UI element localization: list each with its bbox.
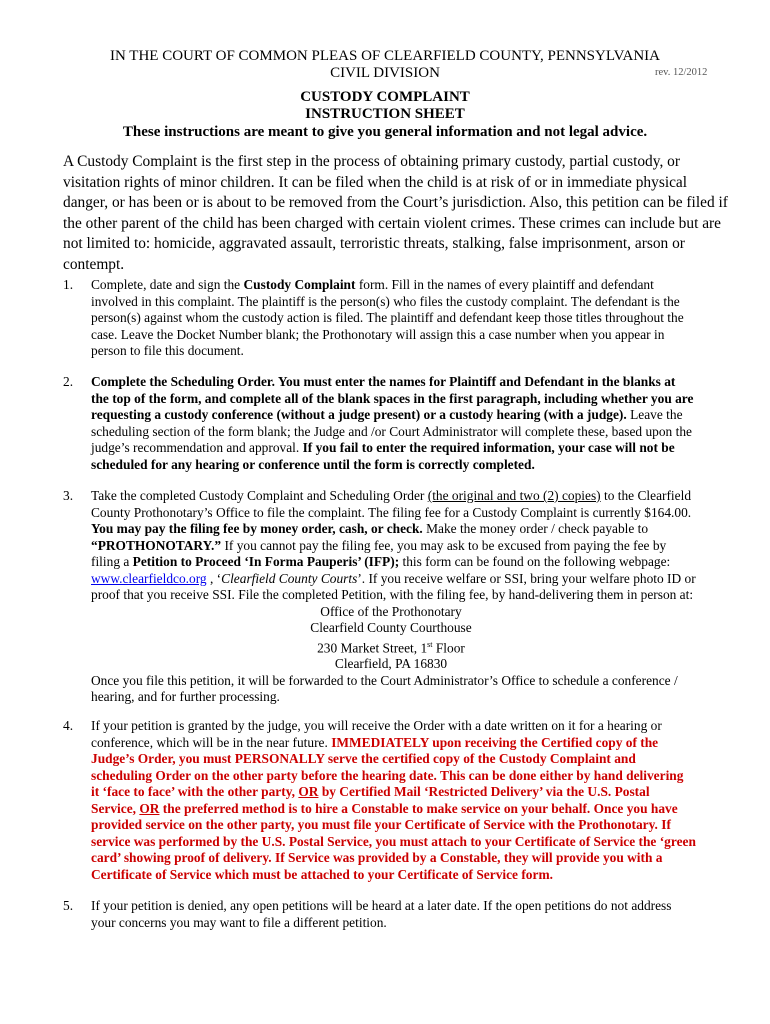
text-run: by Certified Mail ‘Restricted Delivery’ via the U.S. Postal [318, 784, 650, 799]
item-line [91, 343, 731, 360]
text-run: 230 Market Street, 1 [317, 639, 428, 655]
intro-line: contempt. [63, 255, 125, 273]
text-run: scheduling Order on the other party before the hearing date. This can be done either by hand delivering [91, 767, 684, 783]
text-run: Petition to Proceed ‘In Forma Pauperis’ (IFP); [132, 554, 400, 569]
text-run: “PROTHONOTARY.” [91, 537, 222, 553]
text-run: st [427, 639, 433, 649]
text-run: involved in this complaint. The plaintiff is the person(s) who files the custody complaint. The defendant is the [91, 293, 680, 309]
text-run: conference, which will be in the near future. [91, 734, 332, 750]
item-line [91, 735, 731, 752]
intro-line: visitation rights of minor children. It can be filed when the child is at risk of or in immediate physical [63, 173, 688, 191]
text-run: Clearfield County Courts [221, 570, 358, 586]
item-line [91, 718, 731, 735]
text-run: Clearfield, PA 16830 [334, 656, 448, 672]
text-run: form. Fill in the names of every plaintiff and defendant [355, 277, 654, 292]
text-run: service was performed by the U.S. Postal Service, you must attach to your Certificate of Service the ‘green [91, 833, 696, 849]
text-run: OR [298, 784, 319, 799]
item-number: 2. [63, 374, 74, 389]
text-run: it ‘face to face’ with the other party, [91, 784, 299, 799]
item-line [91, 424, 731, 441]
item-line [91, 620, 731, 637]
text-run: ’. If you receive welfare or SSI, bring your welfare photo ID or [357, 570, 696, 586]
text-run: Once you file this petition, it will be forwarded to the Court Administrator’s Office to schedule a conference / [91, 672, 678, 688]
text-run: your concerns you may want to file a different petition. [91, 914, 387, 930]
item-line [91, 374, 731, 391]
document-title: CUSTODY COMPLAINT [300, 89, 470, 105]
text-run: requesting a custody conference (without a judge present) or a custody hearing (with a judge). [91, 407, 627, 422]
revision-date: rev. 12/2012 [655, 67, 708, 78]
intro-line: danger, or has been or is about to be removed from the Court’s jurisdiction. Also, this petition can be filed if [63, 194, 728, 212]
text-run: IMMEDIATELY upon receiving the Certified copy of the [331, 734, 659, 750]
item-line [91, 834, 731, 851]
intro-line: not limited to: homicide, aggravated assault, terroristic threats, stalking, false imprisonment, arson or [63, 235, 685, 253]
item-line [91, 801, 731, 818]
text-run: Clearfield County Courthouse [310, 620, 472, 635]
item-line [91, 915, 731, 932]
item-line [91, 440, 731, 457]
text-run: Certificate of Service which must be attached to your Certificate of Service form. [91, 866, 553, 882]
item-line [91, 637, 731, 657]
text-run: the top of the form, and complete all of the blank spaces in the first paragraph, including whether you are [91, 390, 694, 406]
item-line [91, 554, 731, 571]
text-run: scheduled for any hearing or conference until the form is correctly completed. [91, 456, 535, 472]
text-run: card’ showing proof of delivery. If Service was provided by a Constable, they will provide you with a [91, 850, 663, 865]
text-run: person(s) against whom the custody action is filed. The plaintiff and defendant keep those titles throughout the [91, 310, 684, 325]
website-link[interactable]: www.clearfieldco.org [91, 570, 207, 586]
item-line [91, 656, 731, 673]
item-line [91, 310, 731, 327]
item-number: 5. [63, 898, 74, 913]
text-run: Leave the [626, 407, 683, 422]
text-run: proof that you receive SSI. File the completed Petition, with the filing fee, by hand-delivering them in person at: [91, 587, 694, 602]
item-line [91, 817, 731, 834]
intro-paragraph [63, 152, 733, 276]
text-run: Office of the Prothonotary [320, 603, 462, 619]
item-line [91, 689, 731, 706]
disclaimer: These instructions are meant to give you general information and not legal advice. [122, 124, 648, 140]
item-line [91, 587, 731, 604]
text-run: If your petition is granted by the judge, you will receive the Order with a date written on it for a hearing or [91, 718, 662, 733]
text-run: Complete, date and sign the [91, 277, 244, 292]
text-run: , ‘ [206, 570, 222, 586]
item-line [91, 867, 731, 884]
item-line [91, 488, 731, 505]
text-run: Take the completed Custody Complaint and Scheduling Order [91, 488, 428, 503]
text-run: judge’s recommendation and approval. [91, 440, 303, 455]
text-run: County Prothonotary’s Office to file the complaint. The filing fee for a Custody Complaint is currently $164.00. [91, 504, 692, 520]
item-line [91, 521, 731, 538]
intro-line: the other parent of the child has been charged with certain violent crimes. These crimes can include but are [63, 214, 721, 232]
item-line [91, 673, 731, 690]
text-run: Complete the Scheduling Order. You must enter the names for Plaintiff and Defendant in the blanks at [91, 374, 676, 389]
item-number: 3. [63, 488, 74, 503]
item-line [91, 294, 731, 311]
item-number: 4. [63, 718, 74, 733]
court-name: IN THE COURT OF COMMON PLEAS OF CLEARFIELD COUNTY, PENNSYLVANIA [110, 48, 660, 64]
text-run: Judge’s Order, you must PERSONALLY serve the certified copy of the Custody Complaint and [91, 751, 636, 766]
text-run: to the Clearfield [600, 488, 692, 503]
text-run: hearing, and for further processing. [91, 689, 280, 705]
text-run: (the original and two (2) copies) [427, 488, 601, 503]
item-line [91, 327, 731, 344]
item-line [91, 407, 731, 424]
text-run: this form can be found on the following webpage: [399, 554, 671, 569]
item-line [91, 571, 731, 588]
item-line [91, 457, 731, 474]
text-run: filing a [91, 554, 133, 569]
item-line [91, 391, 731, 408]
item-line [91, 768, 731, 785]
text-run: Floor [432, 639, 465, 655]
item-line [91, 850, 731, 867]
text-run: OR [139, 800, 160, 816]
text-run: Service, [91, 800, 140, 816]
item-line [91, 277, 731, 294]
item-number: 1. [63, 277, 74, 292]
text-run: person to file this document. [91, 343, 244, 358]
text-run: scheduling section of the form blank; the Judge and /or Court Administrator will complete these, based upon the [91, 423, 692, 439]
text-run: If your petition is denied, any open petitions will be heard at a later date. If the open petitions do not address [91, 898, 672, 913]
item-line [91, 751, 731, 768]
item-line [91, 784, 731, 801]
text-run: the preferred method is to hire a Constable to make service on your behalf. Once you have [159, 800, 678, 816]
text-run: Custody Complaint [243, 277, 356, 292]
document-subtitle: INSTRUCTION SHEET [305, 106, 465, 122]
item-line [91, 604, 731, 621]
text-run: If you fail to enter the required information, your case will not be [302, 440, 675, 455]
text-run: Make the money order / check payable to [422, 521, 649, 536]
division-name: CIVIL DIVISION [330, 65, 440, 81]
item-line [91, 898, 731, 915]
intro-line: A Custody Complaint is the first step in the process of obtaining primary custody, partial custody, or [63, 153, 680, 170]
text-run: You may pay the filing fee by money order, cash, or check. [91, 521, 423, 536]
text-run: provided service on the other party, you must file your Certificate of Service with the Prothonotary. If [91, 817, 671, 832]
text-run: If you cannot pay the filing fee, you may ask to be excused from paying the fee by [221, 537, 667, 553]
text-run: case. Leave the Docket Number blank; the Prothonotary will assign this a case number when you appear in [91, 326, 665, 342]
item-line [91, 538, 731, 555]
item-line [91, 505, 731, 522]
